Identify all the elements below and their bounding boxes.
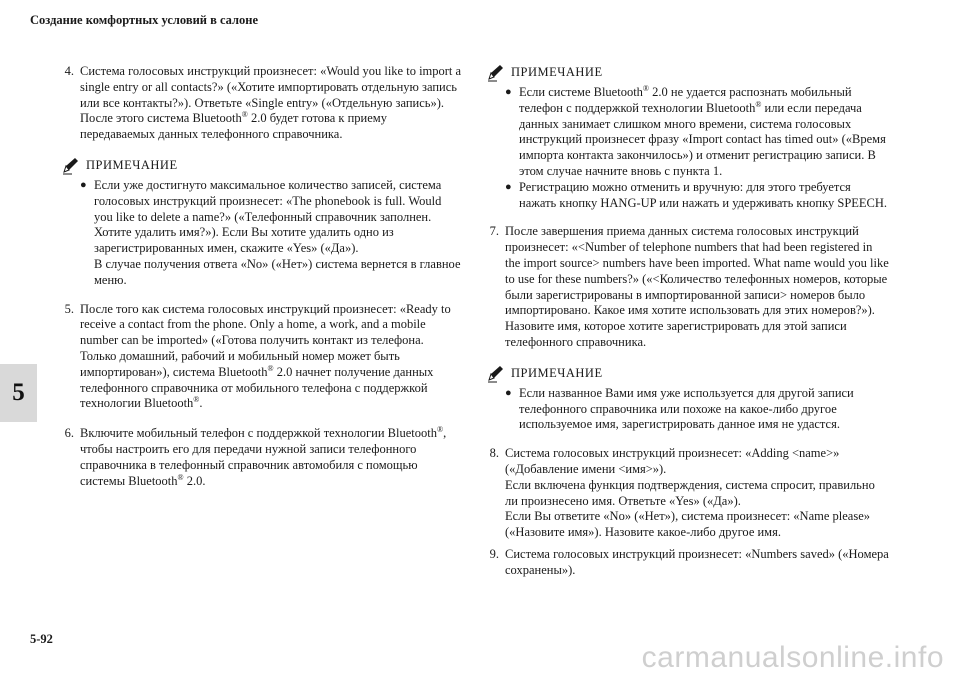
note-bullet [505, 85, 889, 180]
step-6 [62, 426, 462, 489]
bullet-text: Регистрацию можно отменить и вручную: для этого требуется нажать кнопку HANG-UP или нажать и удерживать кнопку SPEECH. [519, 179, 888, 210]
note-pencil-icon [487, 64, 505, 82]
note-title: ПРИМЕЧАНИЕ [86, 158, 178, 173]
step-number: 5. [64, 301, 74, 316]
step-number: 7. [489, 224, 499, 239]
bullet-text: В случае получения ответа «No» («Нет») система вернется в главное меню. [94, 256, 461, 287]
bullet-text: Если названное Вами имя уже используется для другой записи телефонного справочника или похоже на какое-либо другое используемое имя, зарегистрировать данное имя не удастся. [519, 385, 854, 432]
step-4 [62, 64, 462, 143]
note-bullet [80, 178, 462, 289]
note-title: ПРИМЕЧАНИЕ [511, 65, 603, 80]
step-text: После этого система Bluetooth® 2.0 будет готова к приему передаваемых данных телефонного справочника. [80, 110, 387, 142]
step-text: Система голосовых инструкций произнесет: «Adding <name>» («Добавление имени <имя>»). [505, 446, 840, 476]
step-text: Включите мобильный телефон с поддержкой технологии Bluetooth®, чтобы настроить его для передачи нужной записи телефонного справочника в телефонный справочник автомобиля с помощью системы Bluetooth® 2.0. [80, 424, 447, 488]
step-text: После того как система голосовых инструкций произнесет: «Ready to receive a contact from the phone. Only a home, a work, and a mobile number can be imported» («Готова получить контакт из телефона. Только домашний, рабочий и мобильный номер может быть импортирован»), система Bluetooth® 2.0 начнет получение данных телефонного справочника от мобильного телефона с поддержкой технологии Bluetooth®. [80, 301, 451, 411]
bullet-icon: ● [80, 178, 87, 191]
step-8 [487, 446, 889, 541]
page-number: 5-92 [30, 632, 53, 646]
step-9 [487, 547, 889, 579]
step-7 [487, 224, 889, 350]
bullet-icon: ● [505, 386, 512, 399]
watermark: carmanualsonline.info [641, 641, 944, 674]
step-text: Если включена функция подтверждения, система спросит, правильно ли произнесено имя. Ответьте «Yes» («Да»). [505, 477, 875, 508]
note-bullet [505, 180, 889, 212]
step-number: 8. [489, 446, 499, 461]
bullet-icon: ● [505, 180, 512, 193]
note-block [487, 64, 889, 211]
step-text: Система голосовых инструкций произнесет: «Would you like to import a single entry or all contacts?» («Хотите импортировать отдельную запись или все контакты?»). Ответьте «Single entry» («Отдельную запись»). [80, 64, 462, 110]
step-number: 4. [64, 64, 74, 78]
step-text: Система голосовых инструкций произнесет: «Numbers saved» («Номера сохранены»). [505, 546, 889, 577]
note-pencil-icon [62, 157, 80, 175]
step-text: После завершения приема данных система голосовых инструкций произнесет: «<Number of telephone numbers that had been registered in the import source> numbers have been imported. What name would you like to use for these numbers?» («<Количество телефонных номеров, которые были зарегистрированы в импортированной записи> номеров было импортировано. Какое имя хотите использовать для этих номеров?»). [505, 224, 889, 318]
step-number: 6. [64, 426, 74, 441]
note-title: ПРИМЕЧАНИЕ [511, 365, 603, 380]
left-column [62, 64, 462, 495]
page-header: Создание комфортных условий в салоне [30, 13, 259, 27]
bullet-text: Если уже достигнуто максимальное количество записей, система голосовых инструкций произнесет: «The phonebook is full. Would you like to delete a name?» («Телефонный справочник заполнен. Хотите удалить имя?»). Если Вы хотите удалить одно из зарегистрированных имен, скажите «Yes» («Да»). [94, 177, 442, 256]
step-number: 9. [489, 546, 499, 561]
step-text: Если Вы ответите «No» («Нет»), система произнесет: «Name please» («Назовите имя»). Назовите какое-либо другое имя. [505, 509, 870, 540]
step-5 [62, 302, 462, 413]
bullet-text: Если системе Bluetooth® 2.0 не удается распознать мобильный телефон с поддержкой технологии Bluetooth® или если передача данных занимает слишком много времени, система голосовых инструкций произнесет фразу «Import contact has timed out» («Время импорта контакта закончилось») и отменит регистрацию записи. В этом случае начните вновь с пункта 1. [519, 83, 886, 178]
step-text: Назовите имя, которое хотите зарегистрировать для этой записи телефонного справочника. [505, 319, 847, 349]
note-block [62, 157, 462, 289]
right-column [487, 64, 889, 585]
chapter-tab: 5 [0, 364, 37, 422]
note-bullet [505, 386, 889, 433]
note-pencil-icon [487, 365, 505, 383]
bullet-icon: ● [505, 86, 512, 98]
note-block [487, 365, 889, 433]
